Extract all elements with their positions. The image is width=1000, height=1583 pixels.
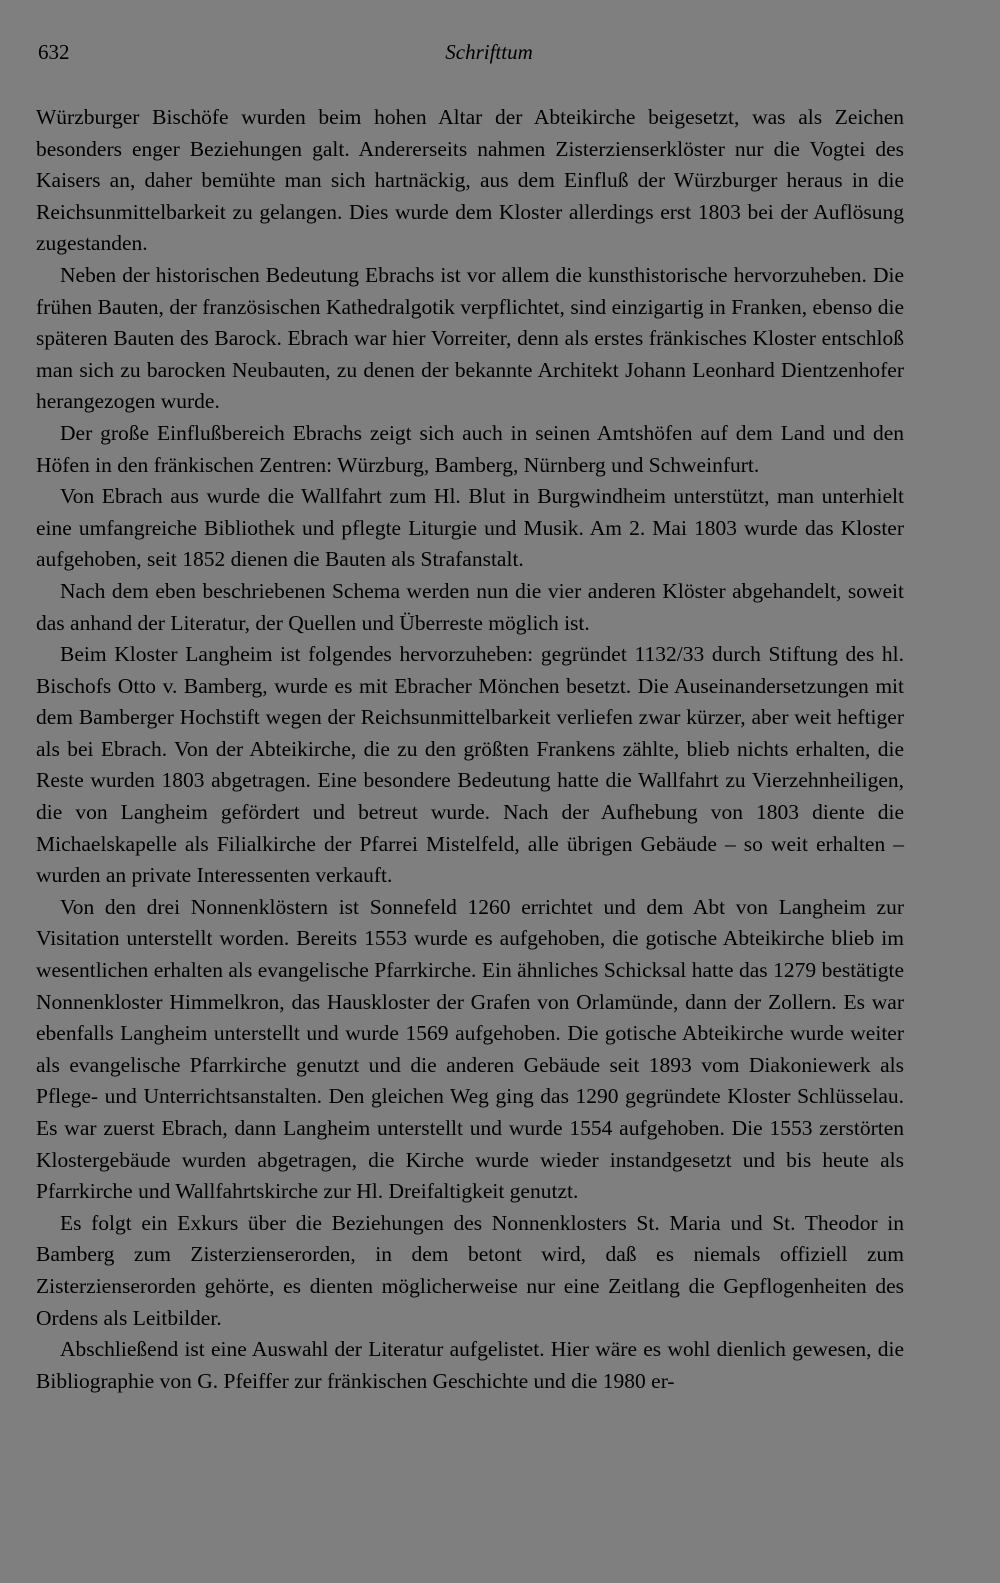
running-title: Schrifttum [445, 40, 533, 64]
paragraph: Von Ebrach aus wurde die Wallfahrt zum Hl. Blut in Burgwindheim unterstützt, man unterhielt eine umfangreiche Bibliothek und pflegte Liturgie und Musik. Am 2. Mai 1803 wurde das Kloster aufgehoben, seit 1852 dienen die Bauten als Strafanstalt. [36, 484, 904, 572]
paragraph: Der große Einflußbereich Ebrachs zeigt sich auch in seinen Amtshöfen auf dem Land und den Höfen in den fränkischen Zentren: Würzburg, Bamberg, Nürnberg und Schweinfurt. [36, 420, 904, 477]
paragraph: Abschließend ist eine Auswahl der Literatur aufgelistet. Hier wäre es wohl dienlich gewesen, die Bibliographie von G. Pfeiffer zur fränkischen Geschichte und die 1980 er- [36, 1337, 904, 1393]
paragraph: Neben der historischen Bedeutung Ebrachs ist vor allem die kunsthistorische hervorzuheben. Die frühen Bauten, der französischen Kathedralgotik verpflichtet, sind einzigartig in Franken, ebenso die späteren Bauten des Barock. Ebrach war hier Vorreiter, denn als erstes fränkisches Kloster entschloß man sich zu barocken Neubauten, zu denen der bekannte Architekt Johann Leonhard Dientzenhofer herangezogen wurde. [36, 262, 904, 414]
paragraph: Von den drei Nonnenklöstern ist Sonnefeld 1260 errichtet und dem Abt von Langheim zur Visitation unterstellt worden. Bereits 1553 wurde es aufgehoben, die gotische Abteikirche blieb im wesentlichen erhalten als evangelische Pfarrkirche. Ein ähnliches Schicksal hatte das 1279 bestätigte Nonnenkloster Himmelkron, das Hauskloster der Grafen von Orlamünde, dann der Zollern. Es war ebenfalls Langheim unterstellt und wurde 1569 aufgehoben. Die gotische Abteikirche wurde weiter als evangelische Pfarrkirche genutzt und die anderen Gebäude seit 1893 vom Diakoniewerk als Pflege- und Unterrichtsanstalten. Den gleichen Weg ging das 1290 gegründete Kloster Schlüsselau. Es war zuerst Ebrach, dann Langheim unterstellt und wurde 1554 aufgehoben. Die 1553 zerstörten Klostergebäude wurden abgetragen, die Kirche wurde wieder instandgesetzt und bis heute als Pfarrkirche und Wallfahrtskirche zur Hl. Dreifaltigkeit genutzt. [36, 894, 904, 1204]
paragraph: Es folgt ein Exkurs über die Beziehungen des Nonnenklosters St. Maria und St. Theodor in Bamberg zum Zisterzienserorden, in dem betont wird, daß es niemals offiziell zum Zisterzienserorden gehörte, es dienten möglicherweise nur eine Zeitlang die Gepflogenheiten des Ordens als Leitbilder. [36, 1210, 904, 1330]
body-text [36, 102, 904, 1397]
page-number: 632 [38, 40, 70, 64]
paragraph: Beim Kloster Langheim ist folgendes hervorzuheben: gegründet 1132/33 durch Stiftung des hl. Bischofs Otto v. Bamberg, wurde es mit Ebracher Mönchen besetzt. Die Auseinandersetzungen mit dem Bamberger Hochstift wegen der Reichsunmittelbarkeit verliefen zwar kürzer, aber weit heftiger als bei Ebrach. Von der Abteikirche, die zu den größten Frankens zählte, blieb nichts erhalten, die Reste wurden 1803 abgetragen. Eine besondere Bedeutung hatte die Wallfahrt zu Vierzehnheiligen, die von Langheim gefördert und betreut wurde. Nach der Aufhebung von 1803 diente die Michaelskapelle als Filialkirche der Pfarrei Mistelfeld, alle übrigen Gebäude – so weit erhalten – wurden an private Interessenten verkauft. [36, 642, 904, 888]
page-header [38, 38, 940, 70]
paragraph: Würzburger Bischöfe wurden beim hohen Altar der Abteikirche beigesetzt, was als Zeichen besonders enger Beziehungen galt. Andererseits nahmen Zisterzienserklöster nur die Vogtei des Kaisers an, daher bemühte man sich hartnäckig, aus dem Einfluß der Würzburger heraus in die Reichsunmittelbarkeit zu gelangen. Dies wurde dem Kloster allerdings erst 1803 bei der Auflösung zugestanden. [36, 105, 904, 256]
paragraph: Nach dem eben beschriebenen Schema werden nun die vier anderen Klöster abgehandelt, soweit das anhand der Literatur, der Quellen und Überreste möglich ist. [36, 578, 904, 635]
